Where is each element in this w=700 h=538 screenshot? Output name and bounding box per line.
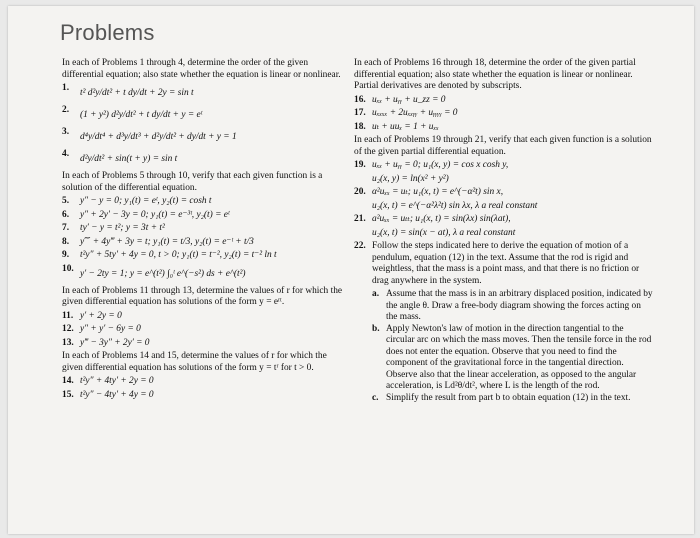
problem-number: 2. <box>62 105 70 115</box>
problem-item <box>62 196 348 208</box>
problem-equation: y‴ − 3y″ + 2y′ = 0 <box>80 337 150 348</box>
problem-item <box>354 214 654 226</box>
problem-item <box>354 228 654 240</box>
part-label: a. <box>372 289 380 299</box>
problems-page <box>8 6 694 534</box>
problem-equation: y″ + y′ − 6y = 0 <box>80 324 141 334</box>
problem-equation: t² d²y/dt² + t dy/dt + 2y = sin t <box>80 88 194 98</box>
right-column <box>354 58 654 404</box>
problem-item <box>62 149 348 169</box>
problem-number: 14. <box>62 376 74 386</box>
part-label: b. <box>372 323 380 334</box>
intro-problems-11-13: In each of Problems 11 through 13, determine the values of r for which the given differential equation has solutions of the form y = eʳᵗ. <box>62 285 343 307</box>
problem-item <box>62 250 348 262</box>
problem-equation: y′ + 2y = 0 <box>80 310 122 321</box>
problem-equation: u₂(x, t) = e^(−α²λ²t) sin λx, λ a real constant <box>372 200 538 211</box>
problem-equation: t²y″ + 4ty′ + 2y = 0 <box>80 376 154 386</box>
problem-number: 18. <box>354 121 366 132</box>
problem-item <box>62 105 348 125</box>
problem-equation: u₂(x, y) = ln(x² + y²) <box>372 173 449 184</box>
problem-list-11-13 <box>62 311 348 350</box>
problem-equation: y′ − 2ty = 1; y = e^(t²) ∫₀ᵗ e^(−s²) ds + e^(t²) <box>80 268 246 279</box>
part-label: c. <box>372 392 379 403</box>
problem-equation: ty′ − y = t²; y = 3t + t² <box>80 223 165 233</box>
problem-equation: y″ + 2y′ − 3y = 0; y₁(t) = e⁻³ᵗ, y₂(t) = eᵗ <box>80 209 230 220</box>
problem-item <box>354 174 654 186</box>
problem-number <box>354 174 372 186</box>
problem-number: 10. <box>62 263 74 274</box>
problem-equation: α²uₓₓ = uₜ; u₁(x, t) = e^(−α²t) sin x, <box>372 187 504 197</box>
page-title: Problems <box>60 20 155 45</box>
problem-number: 11. <box>62 310 74 321</box>
problem-number: 6. <box>62 209 70 220</box>
problem-number: 3. <box>62 127 70 137</box>
problem-item <box>62 324 348 336</box>
problem-number: 16. <box>354 94 366 105</box>
problem-item <box>62 376 348 388</box>
part-text: Assume that the mass is in an arbitrary displaced position, indicated by the angle θ. Draw a free-body diagram showing the forces acting on the mass. <box>386 289 653 322</box>
problem-number: 15. <box>62 389 74 400</box>
problem-item <box>62 311 348 323</box>
problem-item <box>354 187 654 199</box>
problem-list-14-15 <box>62 376 348 401</box>
problem-number <box>354 201 372 213</box>
problem-item <box>62 264 348 284</box>
problem-equation: (1 + y²) d²y/dt² + t dy/dt + y = eᵗ <box>80 110 203 120</box>
problem-number: 22. <box>354 241 366 251</box>
problem-22 <box>354 241 654 287</box>
problem-equation: a²uₓₓ = uₜₜ; u₁(x, t) = sin(λx) sin(λat), <box>372 214 511 224</box>
problem-number: 19. <box>354 160 366 170</box>
problem-equation: y″ − y = 0; y₁(t) = eᵗ, y₂(t) = cosh t <box>80 196 212 206</box>
problem-number: 13. <box>62 337 74 348</box>
intro-problems-1-4: In each of Problems 1 through 4, determine the order of the given differential equation; also state whether the equation is linear or nonlinear. <box>62 58 341 80</box>
problem-number: 17. <box>354 108 366 118</box>
problem-equation: uₓₓ + uᵧᵧ + u_zz = 0 <box>372 94 446 105</box>
problem-equation: d⁴y/dt⁴ + d³y/dt³ + d²y/dt² + dy/dt + y = 1 <box>80 132 237 142</box>
problem-item <box>354 201 654 213</box>
problem-equation: uₓₓₓₓ + 2uₓₓᵧᵧ + uᵧᵧᵧᵧ = 0 <box>372 108 458 118</box>
problem-item <box>354 122 654 134</box>
problem-number: 7. <box>62 223 70 233</box>
problem-equation: d²y/dt² + sin(t + y) = sin t <box>80 154 178 164</box>
problem-22-part-a <box>372 289 654 324</box>
problem-equation: uₓₓ + uᵧᵧ = 0; u₁(x, y) = cos x cosh y, <box>372 160 509 170</box>
problem-item <box>354 108 654 120</box>
problem-item <box>62 127 348 147</box>
problem-item <box>62 338 348 350</box>
intro-problems-19-21: In each of Problems 19 through 21, verify that each given function is a solution of the given partial differential equation. <box>354 135 652 157</box>
problem-list-5-10 <box>62 196 348 284</box>
problem-list-19-21 <box>354 160 654 239</box>
problem-equation: uₜ + uuₓ = 1 + uₓₓ <box>372 121 439 132</box>
problem-number: 21. <box>354 214 366 224</box>
problem-number: 20. <box>354 187 366 197</box>
problem-equation: t²y″ − 4ty′ + 4y = 0 <box>80 389 154 400</box>
problem-item <box>62 223 348 235</box>
part-text: Apply Newton's law of motion in the direction tangential to the circular arc on which the mass moves. Then the tensile force in the rod does not enter the equation. Observe that you need to find the component of the gravitational force in the tangential direction. Observe also that the linear acceleration, as opposed to the angular acceleration, is Ld²θ/dt², where L is the length of the rod. <box>386 323 652 391</box>
problem-item <box>62 390 348 402</box>
part-text: Simplify the result from part b to obtain equation (12) in the text. <box>386 392 631 403</box>
problem-number <box>354 228 372 240</box>
problem-number: 1. <box>62 83 70 93</box>
problem-item <box>62 237 348 249</box>
problem-equation: y⁗ + 4y‴ + 3y = t; y₁(t) = t/3, y₂(t) = e⁻ᵗ + t/3 <box>80 236 254 247</box>
problem-22-text: Follow the steps indicated here to derive the equation of motion of a pendulum, equation (12) in the text. Assume that the rod is rigid and weightless, that the mass is a point mass, and that there is no friction or drag anywhere in the system. <box>372 241 640 286</box>
problem-number: 12. <box>62 324 74 334</box>
problem-list-1-4 <box>62 83 348 169</box>
problem-number: 9. <box>62 250 70 260</box>
problem-item <box>62 210 348 222</box>
problem-item <box>354 95 654 107</box>
problem-number: 5. <box>62 196 70 206</box>
problem-number: 4. <box>62 149 70 159</box>
left-column <box>62 58 348 403</box>
intro-problems-5-10: In each of Problems 5 through 10, verify that each given function is a solution of the differential equation. <box>62 171 323 193</box>
problem-item <box>354 160 654 172</box>
problem-22-part-c <box>372 393 654 405</box>
intro-problems-16-18: In each of Problems 16 through 18, determine the order of the given partial differential equation; also state whether the equation is linear or nonlinear. Partial derivatives are denoted by subscripts. <box>354 58 636 91</box>
problem-equation: t²y″ + 5ty′ + 4y = 0, t > 0; y₁(t) = t⁻², y₂(t) = t⁻² ln t <box>80 250 277 260</box>
problem-22-part-b <box>372 324 654 393</box>
problem-item <box>62 83 348 103</box>
intro-problems-14-15: In each of Problems 14 and 15, determine the values of r for which the given differential equation has solutions of the form y = tʳ for t > 0. <box>62 351 327 373</box>
problem-equation: u₂(x, t) = sin(x − at), λ a real constant <box>372 227 516 238</box>
problem-list-16-18 <box>354 95 654 134</box>
problem-number: 8. <box>62 236 70 247</box>
